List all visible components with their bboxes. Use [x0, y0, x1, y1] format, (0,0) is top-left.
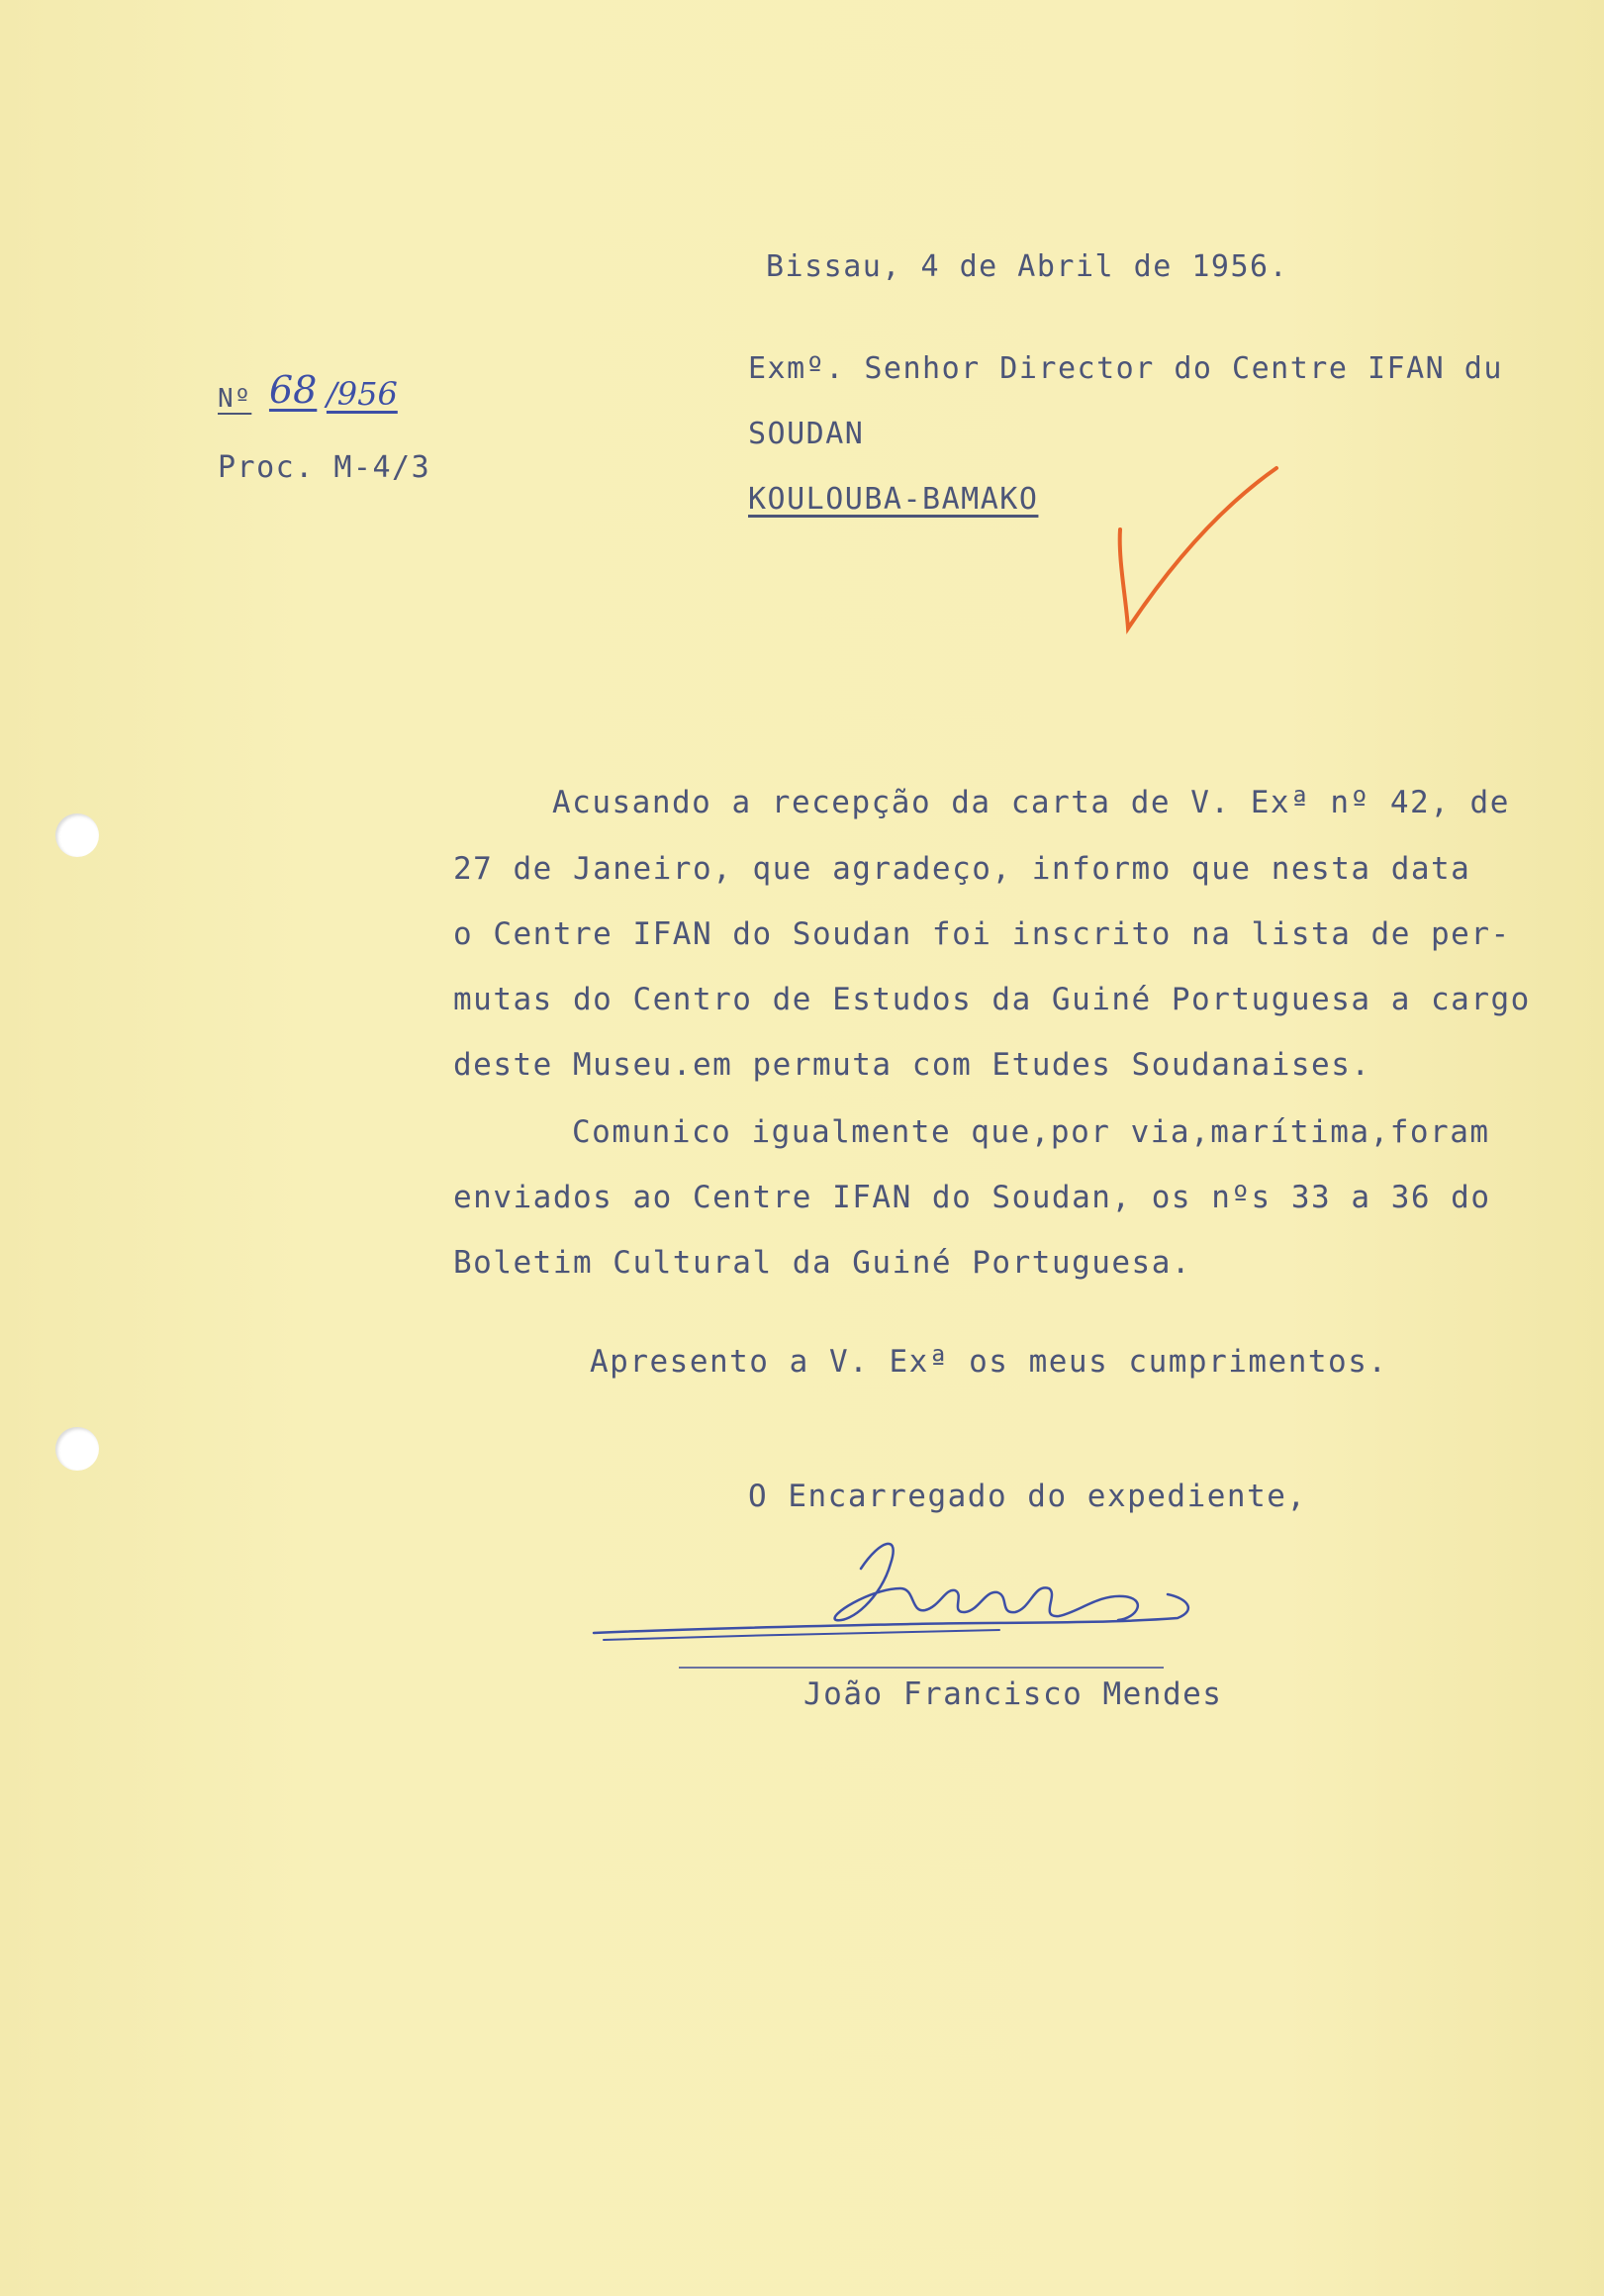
body-line: Acusando a recepção da carta de V. Exª nº 42, de: [552, 785, 1510, 820]
body-line: o Centre IFAN do Soudan foi inscrito na lista de per-: [453, 916, 1511, 952]
body-line: deste Museu.em permuta com Etudes Soudanaises.: [453, 1047, 1371, 1083]
checkmark-icon: [1108, 460, 1286, 638]
body-line: 27 de Janeiro, que agradeço, informo que nesta data: [453, 851, 1471, 887]
reference-handwritten-number: 68: [268, 368, 318, 412]
signature-icon: [584, 1529, 1217, 1668]
addressee-line-1: Exmº. Senhor Director do Centre IFAN du: [748, 351, 1503, 386]
signatory-title: O Encarregado do expediente,: [748, 1479, 1307, 1514]
punch-hole-icon: [55, 1427, 99, 1471]
date-line: Bissau, 4 de Abril de 1956.: [766, 249, 1289, 284]
reference-year: /956: [326, 375, 398, 413]
signature-rule: [679, 1667, 1164, 1669]
signatory-name: João Francisco Mendes: [803, 1676, 1223, 1712]
process-number: Proc. M-4/3: [218, 450, 431, 485]
punch-hole-icon: [55, 813, 99, 857]
body-line: mutas do Centro de Estudos da Guiné Portuguesa a cargo: [453, 982, 1531, 1017]
addressee-line-2: SOUDAN: [748, 417, 865, 451]
body-line: Comunico igualmente que,por via,marítima,foram: [572, 1114, 1490, 1150]
addressee-line-3: KOULOUBA-BAMAKO: [748, 482, 1039, 517]
reference-prefix: Nº: [218, 384, 252, 414]
body-line: Boletim Cultural da Guiné Portuguesa.: [453, 1245, 1192, 1281]
body-line: enviados ao Centre IFAN do Soudan, os nºs 33 a 36 do: [453, 1180, 1491, 1215]
closing-line: Apresento a V. Exª os meus cumprimentos.: [590, 1344, 1388, 1380]
reference-number: [218, 368, 398, 416]
